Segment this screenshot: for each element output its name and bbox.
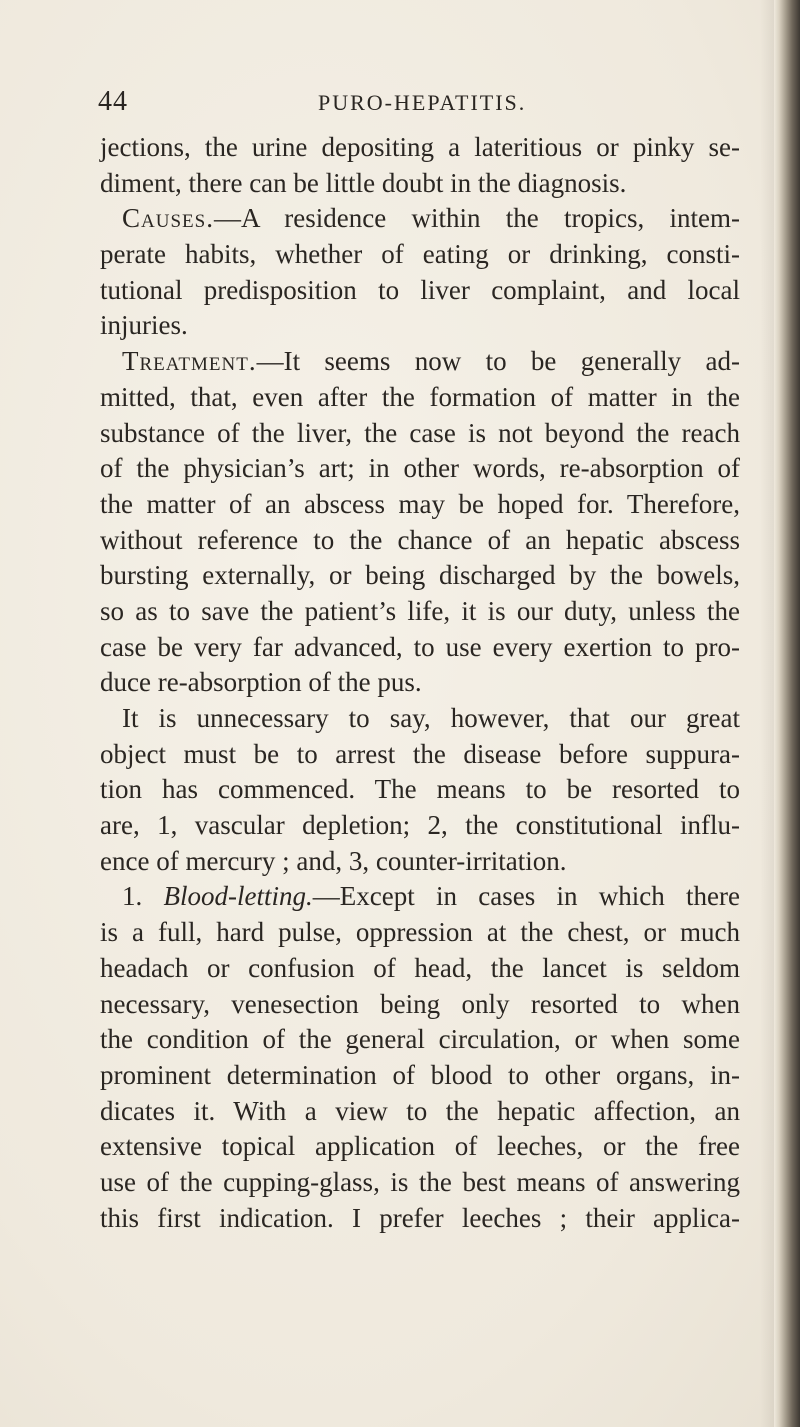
text-line: It is unnecessary to say, however, that our great xyxy=(122,703,740,733)
text-span: —Except in cases in which there xyxy=(312,881,740,912)
text-line: headach or confusion of head, the lancet is seldom xyxy=(100,952,740,983)
page-header xyxy=(98,86,738,126)
page-number: 44 xyxy=(98,86,128,117)
text-line: is a full, hard pulse, oppression at the chest, or much xyxy=(100,917,740,948)
text-line: mitted, that, even after the formation of matter in the xyxy=(100,381,740,412)
text-line: diment, there can be little doubt in the diagnosis. xyxy=(100,167,627,198)
text-line: tutional predisposition to liver complaint, and local xyxy=(100,274,740,305)
text-line: the condition of the general circulation, or when some xyxy=(100,1024,740,1055)
text-span: —It seems now to be generally ad- xyxy=(256,346,740,377)
text-span: —A residence within the tropics, intem- xyxy=(213,203,740,234)
text-line: injuries. xyxy=(100,310,188,341)
running-head: PURO-HEPATITIS. xyxy=(318,90,527,115)
text-line xyxy=(100,201,740,237)
text-line xyxy=(100,879,740,915)
text-line: extensive topical application of leeches, or the free xyxy=(100,1131,740,1162)
text-line: necessary, venesection being only resorted to when xyxy=(100,988,740,1019)
text-line: case be very far advanced, to use every exertion to pro- xyxy=(100,631,740,662)
page-edge-shadow xyxy=(760,0,774,1427)
text-line: prominent determination of blood to other organs, in- xyxy=(100,1059,740,1090)
text-line: are, 1, vascular depletion; 2, the constitutional influ- xyxy=(100,810,740,841)
text-line: so as to save the patient’s life, it is our duty, unless the xyxy=(100,595,740,626)
text-line: dicates it. With a view to the hepatic affection, an xyxy=(100,1095,740,1126)
text-line: bursting externally, or being discharged by the bowels, xyxy=(100,560,740,591)
text-line: this first indication. I prefer leeches ; their applica- xyxy=(100,1202,740,1233)
text-line: substance of the liver, the case is not beyond the reach xyxy=(100,417,740,448)
text-line: perate habits, whether of eating or drinking, consti- xyxy=(100,239,740,270)
list-number: 1. xyxy=(122,881,164,912)
section-heading-causes: Causes. xyxy=(122,203,214,234)
text-line: ence of mercury ; and, 3, counter-irritation. xyxy=(100,845,567,876)
text-line: the matter of an abscess may be hoped for. Therefore, xyxy=(100,488,740,519)
text-line: jections, the urine depositing a lateritious or pinky se- xyxy=(100,132,740,162)
text-line: without reference to the chance of an hepatic abscess xyxy=(100,524,740,555)
text-line: use of the cupping-glass, is the best means of answering xyxy=(100,1166,740,1197)
text-line: object must be to arrest the disease before suppura- xyxy=(100,738,740,769)
text-line: of the physician’s art; in other words, re-absorption of xyxy=(100,453,740,484)
text-line: tion has commenced. The means to be resorted to xyxy=(100,774,740,805)
text-line xyxy=(100,344,740,380)
text-line: duce re-absorption of the pus. xyxy=(100,667,422,698)
section-heading-blood-letting: Blood-letting. xyxy=(163,881,313,912)
section-heading-treatment: Treatment. xyxy=(122,346,257,377)
body-text xyxy=(100,130,740,1236)
book-edge xyxy=(774,0,800,1427)
